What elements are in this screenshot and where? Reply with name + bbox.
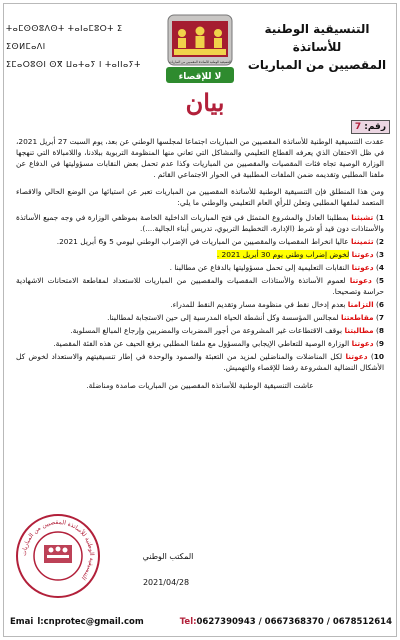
closing-line: عاشت التنسيقية الوطنية للأساتذة المقصيين من المباريات صامدة ومناضلة. xyxy=(86,381,314,390)
org-name-line-2: المقصيين من المباريات xyxy=(247,58,387,72)
org-logo xyxy=(160,13,240,93)
tel-label: Tel: xyxy=(179,617,197,627)
tifinagh-line-1: ⵜⴰⵎⵙⵙⵓⴷⵙⵜ ⵜⴰⵏⴰⵎⵓⵔⵜ ⵉ ⵉⵙⵍⵎⴰⴷⵏ xyxy=(6,24,123,51)
demands-list xyxy=(16,212,384,373)
email-label: Emai xyxy=(10,617,34,627)
signatory-office: المكتب الوطني xyxy=(142,552,194,561)
reference-label: رقم: xyxy=(364,122,386,132)
tel-values: 0627390943 / 0667368370 / 0678512614 xyxy=(196,617,392,627)
demand-item: 3) دعوتنا لخوض إضراب وطني يوم 30 أبريل 2021 . xyxy=(216,250,384,259)
header-tifinagh xyxy=(6,20,156,74)
intro-paragraph: عقدت التنسيقية الوطنية للأساتذة المقصيين من المباريات اجتماعا لمجلسها الوطني عن بعد، يوم السبت 27 أبريل 2021، في ظل الاحتقان الذي يعرفه القطاع التعليمي والمشاكل التي تعاني منها المنظومة التربوية ببلادنا، واللامبالاة التي تنهجها الوزارة الوصية تجاه فئات المقصيات والمقصيين من المباريات وكذا عدم تحمل بعض النقابات مسؤوليتها في الدفاع عن ملفنا المطلبي وتقديمه ضمن الملفات المطلبية في الحوار الاجتماعي القائم . xyxy=(16,137,384,179)
official-stamp xyxy=(14,512,102,600)
reference-box xyxy=(351,120,390,134)
statement-body xyxy=(16,136,384,398)
reference-number: 7 xyxy=(354,122,362,132)
statement-date: 2021/04/28 xyxy=(142,578,190,587)
logo-banner-text: لا للإقصاء xyxy=(178,72,222,82)
header-arabic xyxy=(242,20,392,74)
demand-item: 8) مطالبتنا بوقف الاقتطاعات غير المشروعة من أجور المضربات والمضربين وإرجاع المبالغ المسلوبة. xyxy=(70,326,384,335)
email-address[interactable]: l:cnprotec@gmail.com xyxy=(37,617,144,627)
demand-item: 1) تشبثنا بمطلبنا العادل والمشروع المتمثل في فتح المباريات الداخلية الخاصة بموظفي الوزارة في وجه جميع الأساتذة والأستاذات دون قيد أو شرط (الإدارة، التخطيط التربوي، تدريس أبناء الجالية....). xyxy=(16,213,384,233)
highlighted-strike-date: لخوض إضراب وطني يوم 30 أبريل 2021 . xyxy=(216,250,350,259)
demand-item: 4) دعوتنا النقابات التعليمية إلى تحمل مسؤوليتها بالدفاع عن مطالبنا . xyxy=(169,263,384,272)
contact-footer xyxy=(4,614,396,630)
demand-item: 2) تثميننا عاليا انخراط المقصيات والمقصيين من المباريات في الإضراب الوطني ليومي 5 و6 أبريل 2021. xyxy=(56,237,384,246)
document-title: بيان xyxy=(185,88,225,117)
tifinagh-line-2: ⵉⵎⴰⵔⵓⵙⵏ ⵙⴳ ⵡⴰⵜⴰⵢ ⵏ ⵜⴰⵏⵏⴰⵢⵜ xyxy=(6,60,141,69)
demand-item: 7) مقاطعتنا لمجالس المؤسسة وكل أنشطة الحياة المدرسية إلى حين الاستجابة لمطالبنا. xyxy=(107,313,384,322)
logo-caption: التنسيقية الوطنية للأساتذة المقصيين من المباريات xyxy=(168,60,232,64)
demand-item: 6) التزامنا بعدم إدخال نقط في منظومة مسار وتقديم النقط للمدراء. xyxy=(170,300,384,309)
context-paragraph: ومن هذا المنطلق فإن التنسيقية الوطنية للأساتذة المقصيين من المباريات تعبر عن استيائها من الوضع الحالي والاقصاء المتعمد لملفها المطلبي وتعلن للرأي العام التعليمي والوطني ما يلي: xyxy=(16,187,384,207)
demand-item: 9) دعوتنا الوزارة الوصية للتعاطي الإيجابي والمسؤول مع ملفنا المطلبي برفع الحيف عن هذه الفئة المقصية. xyxy=(53,339,384,348)
org-name-line-1: التنسيقية الوطنية للأساتذة xyxy=(264,22,370,54)
phone-numbers xyxy=(180,617,392,627)
demand-item: 10) دعوتنا لكل المناضلات والمناضلين لمزيد من التعبئة والصمود والوحدة في إطار تنسيقيتهم والاستعداد لخوض كل الأشكال النضالية المشروعة رفضا للإقصاء والتهميش. xyxy=(16,352,385,372)
demand-item: 5) دعوتنا لعموم الأساتذة والأستاذات المقصيات والمقصيين من المباريات للاستعداد لمقاطعة الامتحانات الاشهادية حراسة وتصحيحا. xyxy=(16,276,385,296)
stamp-text: التنسيقية الوطنية للأساتذة المقصيين من المباريات xyxy=(20,518,96,582)
